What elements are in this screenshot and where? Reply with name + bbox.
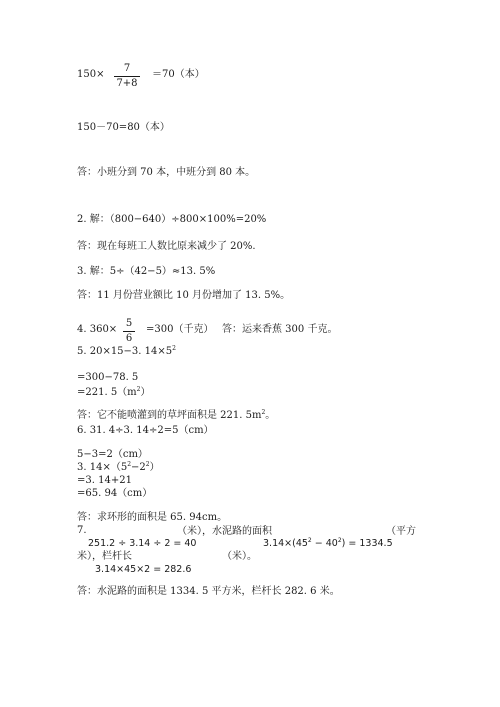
calc-line-2: 150－70=80（本） <box>77 122 170 133</box>
text: 3.14×(45 <box>263 538 308 549</box>
text: − 40 <box>311 538 338 549</box>
exponent: 2 <box>261 409 266 416</box>
fraction-bar <box>123 331 135 332</box>
answer-3: 答：11 月份营业额比 10 月份增加了 13. 5%。 <box>77 290 291 301</box>
exponent: 2 <box>307 537 312 544</box>
text: ） <box>140 387 151 398</box>
text: 3. 14×（5 <box>77 462 128 473</box>
problem-5-solution <box>77 346 176 358</box>
problem-6-solution: 6. 31. 4÷3. 14÷2=5（cm） <box>77 425 214 436</box>
text: ＝70（本） <box>152 69 205 80</box>
problem-7-text-b: （平方 <box>386 526 416 537</box>
answer-2: 答：现在每班工人数比原来减少了 20%. <box>77 241 256 252</box>
problem-7-number: 7. <box>77 525 87 536</box>
calc-line-6c: =3. 14+21 <box>77 475 132 486</box>
formula-railing-length: 3.14×45×2 = 282.6 <box>95 564 192 575</box>
fraction-5-over-6 <box>123 318 135 345</box>
text: ） <box>149 462 160 473</box>
calc-line-1-result <box>152 69 205 81</box>
numerator: 5 <box>125 318 133 329</box>
text: 。 <box>265 410 276 421</box>
text: ) = 1334.5 <box>341 538 393 549</box>
problem-3-solution: 3. 解：5÷（42−5）≈13. 5% <box>77 266 216 277</box>
exponent: 2 <box>127 461 132 468</box>
answer-6: 答：求环形的面积是 65. 94cm。 <box>77 512 228 523</box>
text: 答：它不能喷灌到的草坪面积是 221. 5m <box>77 410 262 421</box>
calc-line-5b <box>77 387 151 399</box>
problem-4-solution <box>77 324 117 336</box>
problem-2-solution: 2. 解：（800−640）÷800×100%=20% <box>77 214 267 225</box>
text: 5. 20×15−3. 14×5 <box>77 346 173 357</box>
calc-line-1 <box>77 69 104 81</box>
calc-line-6a: 5−3=2（cm） <box>77 449 148 460</box>
text: 答：运来香蕉 300 千克。 <box>222 324 338 335</box>
exponent: 2 <box>172 345 176 352</box>
denominator: 6 <box>125 333 133 344</box>
answer-4 <box>222 324 337 336</box>
text: 4. 360× <box>77 324 118 335</box>
answer-7: 答：水泥路的面积是 1334. 5 平方米，栏杆长 282. 6 米。 <box>77 586 340 597</box>
answer-5 <box>77 410 275 422</box>
fraction-bar <box>114 76 140 77</box>
formula-road-width: 251.2 ÷ 3.14 ÷ 2 = 40 <box>88 538 197 549</box>
problem-4-result <box>146 324 213 336</box>
denominator: 7+8 <box>116 78 138 89</box>
text: −2 <box>131 462 146 473</box>
text: =300（千克） <box>146 324 214 335</box>
text: =221. 5（m <box>77 387 137 398</box>
calc-line-6b <box>77 462 160 474</box>
exponent: 2 <box>136 386 141 393</box>
exponent: 2 <box>145 461 150 468</box>
problem-7-text-a: （米），水泥路的面积 <box>177 526 272 537</box>
fraction-7-over-7plus8 <box>114 63 140 90</box>
exponent: 2 <box>337 537 342 544</box>
calc-line-5a: =300−78. 5 <box>77 372 139 383</box>
calc-line-6d: =65. 94（cm） <box>77 488 153 499</box>
text: 150× <box>77 69 105 80</box>
numerator: 7 <box>123 63 131 74</box>
problem-7-text-d: （米）。 <box>222 551 257 562</box>
formula-road-area <box>263 538 393 550</box>
problem-7-text-c: 米），栏杆长 <box>77 551 132 562</box>
answer-1: 答：小班分到 70 本，中班分到 80 本。 <box>77 167 256 178</box>
